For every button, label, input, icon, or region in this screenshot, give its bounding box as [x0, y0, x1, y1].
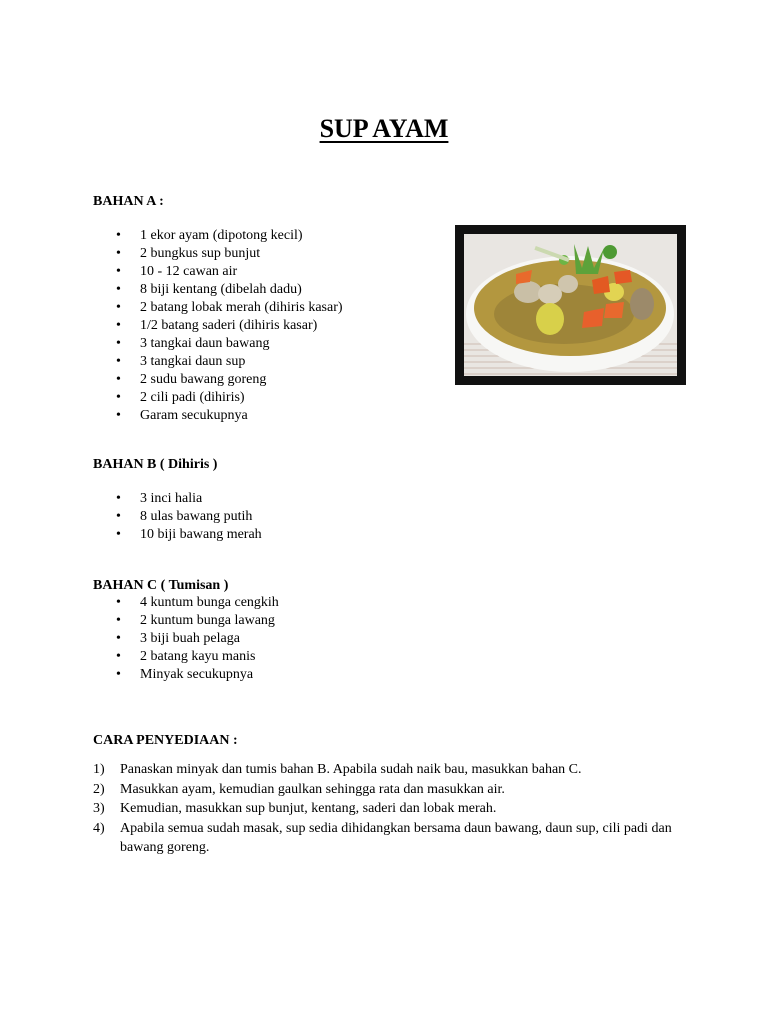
bullet-icon: •: [116, 390, 121, 405]
list-item-text: 1 ekor ayam (dipotong kecil): [140, 228, 303, 243]
list-item: [113, 299, 343, 317]
bullet-icon: •: [116, 228, 121, 243]
list-item: [113, 648, 279, 666]
list-item: [113, 281, 343, 299]
list-item: [113, 389, 343, 407]
list-item: [113, 526, 262, 544]
list-item-text: 2 kuntum bunga lawang: [140, 613, 275, 628]
list-item-text: 10 biji bawang merah: [140, 527, 262, 542]
list-item-text: 2 bungkus sup bunjut: [140, 246, 261, 261]
list-item-text: 2 batang lobak merah (dihiris kasar): [140, 300, 343, 315]
section-heading-bahan-a: BAHAN A :: [93, 194, 164, 209]
bullet-icon: •: [116, 300, 121, 315]
list-item-text: 2 sudu bawang goreng: [140, 372, 267, 387]
step-text: Panaskan minyak dan tumis bahan B. Apabila sudah naik bau, masukkan bahan C.: [120, 762, 582, 777]
bahan-c-list: [113, 594, 279, 684]
step-item: [93, 780, 693, 800]
list-item: [113, 317, 343, 335]
step-number: 2): [93, 781, 105, 797]
bahan-b-list: [113, 490, 262, 544]
step-text: Masukkan ayam, kemudian gaulkan sehingga rata dan masukkan air.: [120, 781, 505, 797]
list-item-text: 2 batang kayu manis: [140, 649, 256, 664]
bullet-icon: •: [116, 336, 121, 351]
bullet-icon: •: [116, 246, 121, 261]
bullet-icon: •: [116, 354, 121, 369]
step-item: [93, 819, 693, 858]
list-item-text: 3 tangkai daun sup: [140, 354, 246, 369]
bullet-icon: •: [116, 372, 121, 387]
bullet-icon: •: [116, 282, 121, 297]
list-item: [113, 407, 343, 425]
list-item: [113, 371, 343, 389]
list-item-text: 4 kuntum bunga cengkih: [140, 595, 279, 610]
list-item-text: 8 biji kentang (dibelah dadu): [140, 282, 302, 297]
bullet-icon: •: [116, 509, 121, 524]
step-number: 4): [93, 820, 105, 836]
list-item: [113, 245, 343, 263]
list-item: [113, 227, 343, 245]
list-item: [113, 263, 343, 281]
bullet-icon: •: [116, 631, 121, 646]
list-item: [113, 594, 279, 612]
soup-bowl-photo: [455, 225, 686, 385]
list-item-text: 8 ulas bawang putih: [140, 509, 253, 524]
step-number: 1): [93, 762, 105, 777]
list-item-text: 1/2 batang saderi (dihiris kasar): [140, 318, 318, 333]
list-item: [113, 630, 279, 648]
list-item: [113, 612, 279, 630]
bullet-icon: •: [116, 595, 121, 610]
step-number: 3): [93, 801, 105, 816]
bullet-icon: •: [116, 491, 121, 506]
list-item-text: 10 - 12 cawan air: [140, 264, 238, 279]
bullet-icon: •: [116, 649, 121, 664]
step-item: [93, 760, 693, 780]
bullet-icon: •: [116, 527, 121, 542]
list-item: [113, 508, 262, 526]
bullet-icon: •: [116, 318, 121, 333]
page-title: SUP AYAM: [319, 114, 449, 143]
section-heading-bahan-b: BAHAN B ( Dihiris ): [93, 457, 218, 472]
list-item-text: 3 inci halia: [140, 491, 203, 506]
step-text: Apabila semua sudah masak, sup sedia dihidangkan bersama daun bawang, daun sup, cili padi dan bawang goreng.: [120, 820, 672, 855]
section-heading-bahan-c: BAHAN C ( Tumisan ): [93, 578, 229, 593]
bahan-a-list: [113, 227, 343, 425]
list-item: [113, 335, 343, 353]
bullet-icon: •: [116, 408, 121, 423]
list-item: [113, 490, 262, 508]
cara-penyediaan-steps: [93, 760, 693, 858]
list-item-text: 3 biji buah pelaga: [140, 631, 240, 646]
list-item-text: 3 tangkai daun bawang: [140, 336, 270, 351]
section-heading-cara-penyediaan: CARA PENYEDIAAN :: [93, 733, 238, 748]
list-item-text: 2 cili padi (dihiris): [140, 390, 245, 405]
list-item-text: Minyak secukupnya: [140, 667, 254, 682]
step-item: [93, 799, 693, 819]
bullet-icon: •: [116, 264, 121, 279]
bullet-icon: •: [116, 667, 121, 682]
step-text: Kemudian, masukkan sup bunjut, kentang, saderi dan lobak merah.: [120, 801, 497, 816]
list-item: [113, 666, 279, 684]
list-item: [113, 353, 343, 371]
bullet-icon: •: [116, 613, 121, 628]
list-item-text: Garam secukupnya: [140, 408, 248, 423]
